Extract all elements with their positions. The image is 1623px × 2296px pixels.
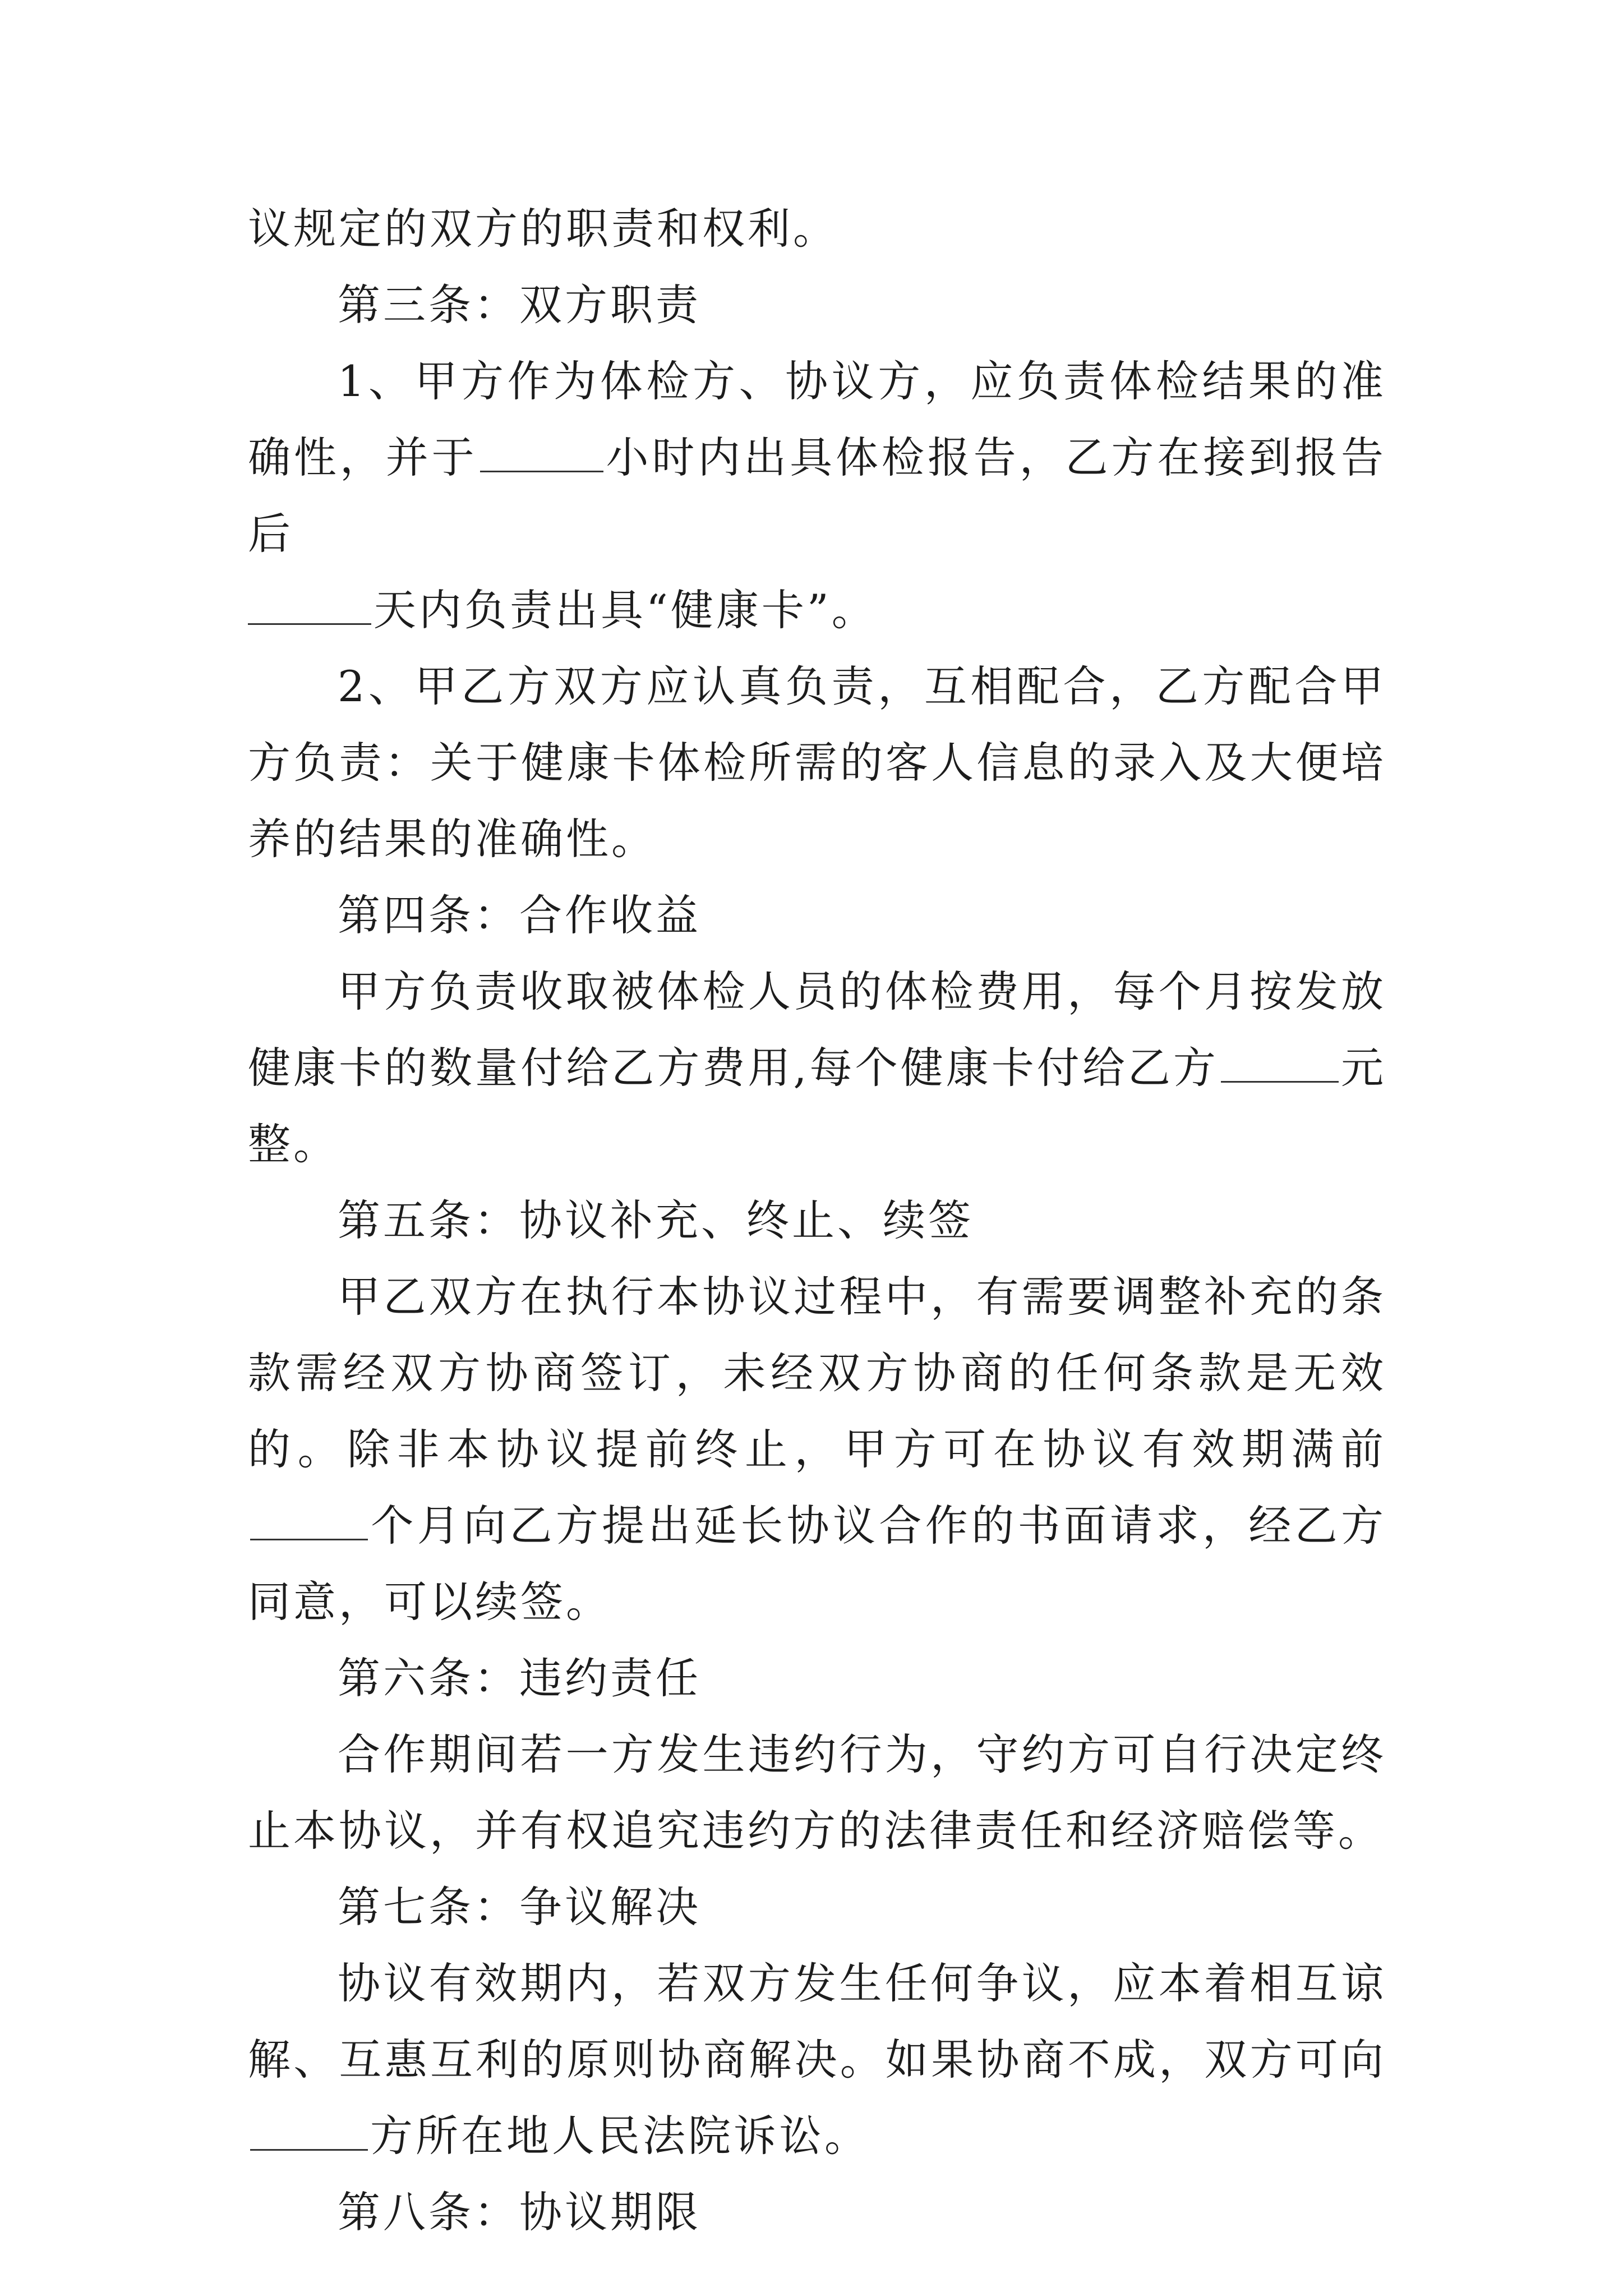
article-7-body [248,1945,1386,2174]
clause-text: 1、甲方作为体检方、协议方，应负责体检结果的准确性，并于 [248,356,1386,482]
fill-in-blank-months [250,1503,368,1540]
article-3-heading [248,267,1386,343]
article-6-heading [248,1640,1386,1717]
paragraph-text: 方所在地人民法院诉讼。 [370,2111,870,2161]
paragraph-continuation [248,191,1386,267]
fill-in-blank-hours [480,435,603,472]
heading-text: 第六条：违约责任 [338,1653,701,1703]
heading-text: 第三条：双方职责 [338,280,701,330]
document-body [248,191,1386,2251]
paragraph-text: 甲方负责收取被体检人员的体检费用，每个月按发放健康卡的数量付给乙方费用,每个健康卡付给乙方 [248,967,1386,1093]
article-5-body [248,1259,1386,1640]
clause-text: 天内负责出具“健康卡”。 [374,585,877,635]
article-3-clause-1 [248,343,1386,648]
paragraph-text: 甲乙双方在执行本协议过程中，有需要调整补充的条款需经双方协商签订，未经双方协商的任何条款是无效的。除非本协议提前终止，甲方可在协议有效期满前 [248,1272,1386,1474]
heading-text: 第五条：协议补充、终止、续签 [338,1195,974,1245]
heading-text: 第七条：争议解决 [338,1882,701,1932]
article-4-body [248,954,1386,1182]
clause-text: 小时内出具体检报告，乙方在接到报告后 [248,432,1387,559]
article-8-heading [248,2174,1386,2251]
article-3-clause-2 [248,648,1386,877]
clause-text: 2、甲乙方双方应认真负责，互相配合，乙方配合甲方负责：关于健康卡体检所需的客人信息的录入及大便培养的结果的准确性。 [248,661,1386,864]
paragraph-text: 元整。 [248,1043,1386,1169]
paragraph-text: 合作期间若一方发生违约行为，守约方可自行决定终止本协议，并有权追究违约方的法律责任和经济赔偿等。 [248,1729,1386,1856]
heading-text: 第八条：协议期限 [338,2187,701,2237]
heading-text: 第四条：合作收益 [338,890,701,940]
article-6-body [248,1717,1386,1869]
fill-in-blank-days [248,587,371,625]
paragraph-text: 议规定的双方的职责和权利。 [248,204,838,254]
fill-in-blank-amount [1221,1045,1339,1083]
article-4-heading [248,877,1386,954]
article-5-heading [248,1182,1386,1259]
paragraph-text: 个月向乙方提出延长协议合作的书面请求，经乙方同意，可以续签。 [248,1501,1386,1627]
article-7-heading [248,1869,1386,1945]
fill-in-blank-party [250,2113,368,2151]
paragraph-text: 协议有效期内，若双方发生任何争议，应本着相互谅解、互惠互利的原则协商解决。如果协商不成，双方可向 [248,1958,1386,2085]
